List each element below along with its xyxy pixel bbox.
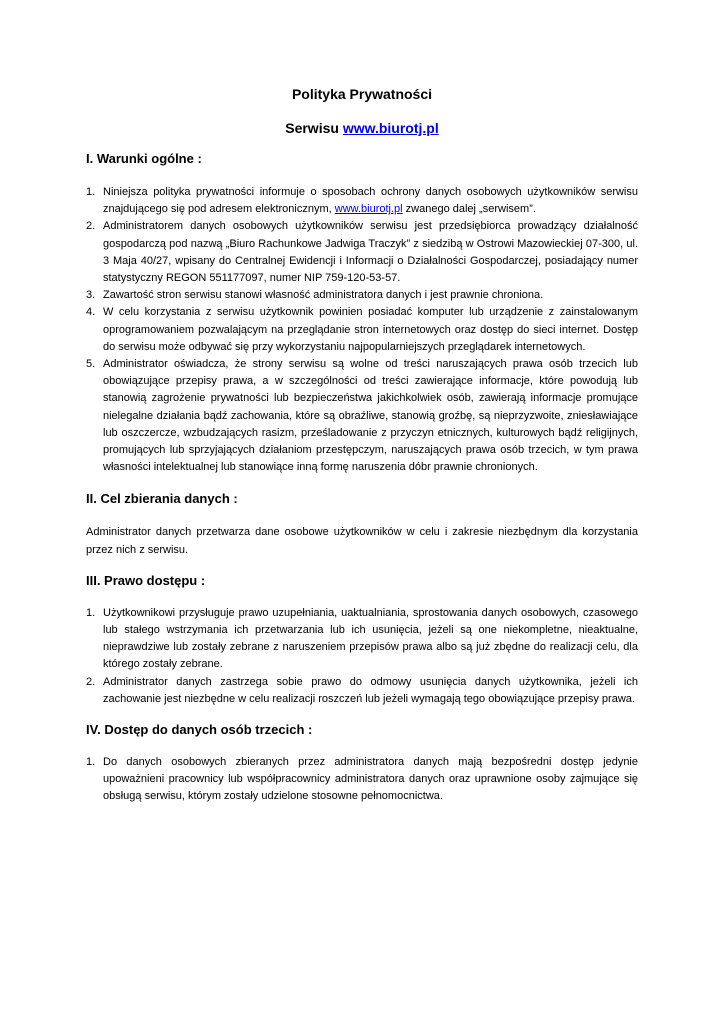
- section-third-party-list: [86, 754, 638, 806]
- page-subtitle: [0, 119, 724, 137]
- list-item-number: 1.: [86, 756, 96, 769]
- list-item-number: 3.: [86, 289, 96, 302]
- list-item-number: 2.: [86, 220, 96, 233]
- list-item: [86, 287, 638, 304]
- list-item-text: W celu korzystania z serwisu użytkownik powinien posiadać komputer lub urządzenie z zainstalowanym oprogramowaniem pozwalającym na przeglądanie stron internetowych oraz dostęp do sieci internet. Dostęp do serwisu może odbywać się przy wykorzystaniu najpopularniejszych przeglądarek internetowych.: [103, 306, 638, 353]
- list-item-number: 1.: [86, 186, 96, 198]
- list-item-text: Niniejsza polityka prywatności informuje o sposobach ochrony danych osobowych użytkowników serwisu znajdującego się pod adresem elektronicznym,: [103, 186, 638, 216]
- list-item-number: 1.: [86, 606, 96, 619]
- list-item: [86, 184, 638, 218]
- list-item-text: Do danych osobowych zbieranych przez administratora danych mają bezpośredni dostęp jedynie upoważnieni pracownicy lub współpracownicy administratora danych oraz uprawnione osoby zajmujące się obsługą serwisu, którym zostały udzielone stosowne pełnomocnictwa.: [103, 756, 638, 803]
- section-heading-access: III. Prawo dostępu :: [86, 572, 206, 588]
- site-link[interactable]: www.biurotj.pl: [342, 120, 439, 136]
- page-title: Polityka Prywatności: [291, 86, 433, 102]
- list-item-text: Administratorem danych osobowych użytkowników serwisu jest przedsiębiorca prowadzący działalność gospodarczą pod nazwą „Biuro Rachunkowe Jadwiga Traczyk” z siedzibą w Ostrowi Mazowieckiej 07-300, ul. 3 Maja 40/27, wpisany do Centralnej Ewidencji i Informacji o Działalności Gospodarczej, posiadający numer statystyczny REGON 551177097, numer NIP 759-120-53-57.: [103, 220, 638, 285]
- list-item: [86, 754, 638, 806]
- site-link-inline[interactable]: www.biurotj.pl: [334, 203, 403, 216]
- list-item: [86, 674, 638, 708]
- list-item-text: Administrator danych zastrzega sobie prawo do odmowy usunięcia danych użytkownika, jeżeli ich zachowanie jest niezbędne w celu realizacji roszczeń lub jeżeli wymagają tego obowiązujące przepisy prawa.: [103, 675, 638, 705]
- section-heading-third-party: IV. Dostęp do danych osób trzecich :: [86, 722, 313, 738]
- list-item-number: 2.: [86, 675, 96, 688]
- policy-content: [86, 150, 638, 806]
- list-item-number: 5.: [86, 358, 96, 371]
- list-item: [86, 218, 638, 287]
- list-item-text: Użytkownikowi przysługuje prawo uzupełniania, uaktualniania, sprostowania danych osobowych, czasowego lub stałego wstrzymania ich przetwarzania lub ich usunięcia, jeżeli są one niekompletne, nieaktualne, nieprawdziwe lub zostały zebrane z naruszeniem przepisów prawa albo są już zbędne do realizacji celu, dla którego zostały zebrane.: [103, 606, 638, 671]
- list-item-text: Zawartość stron serwisu stanowi własność administratora danych i jest prawnie chroniona.: [103, 289, 544, 302]
- list-item-number: 4.: [86, 306, 96, 319]
- list-item-text: Administrator oświadcza, że strony serwisu są wolne od treści naruszających prawa osób trzecich lub obowiązujące przepisy prawa, a w szczególności od treści zawierające informacje, które powodują lub stanowią zagrożenie prywatności lub bezpieczeństwa jakichkolwiek osób, zawierają informacje promujące nielegalne działania bądź zachowania, które są obraźliwe, stanowią groźbę, są nieprzyzwoite, zniesławiające lub oszczercze, wzbudzających rasizm, prześladowanie z przyczyn etnicznych, kulturowych bądź religijnych, promujących lub sprzyjających działaniom przestępczym, naruszających prawa osób trzecich, w tym prawa własności intelektualnej lub stanowiące inną formę naruszenia dóbr prawnie chronionych.: [103, 358, 638, 474]
- list-item-text-end: zwanego dalej „serwisem”.: [402, 203, 536, 216]
- section-general-list: [86, 184, 638, 476]
- section-heading-general: I. Warunki ogólne :: [86, 151, 202, 166]
- subtitle-prefix: Serwisu: [285, 120, 343, 136]
- section-heading-purpose: II. Cel zbierania danych :: [86, 491, 238, 507]
- list-item: [86, 304, 638, 356]
- list-item: [86, 356, 638, 476]
- section-purpose-paragraph: Administrator danych przetwarza dane osobowe użytkowników w celu i zakresie niezbędnym dla korzystania przez nich z serwisu.: [86, 526, 638, 556]
- section-access-list: [86, 605, 638, 708]
- list-item: [86, 605, 638, 674]
